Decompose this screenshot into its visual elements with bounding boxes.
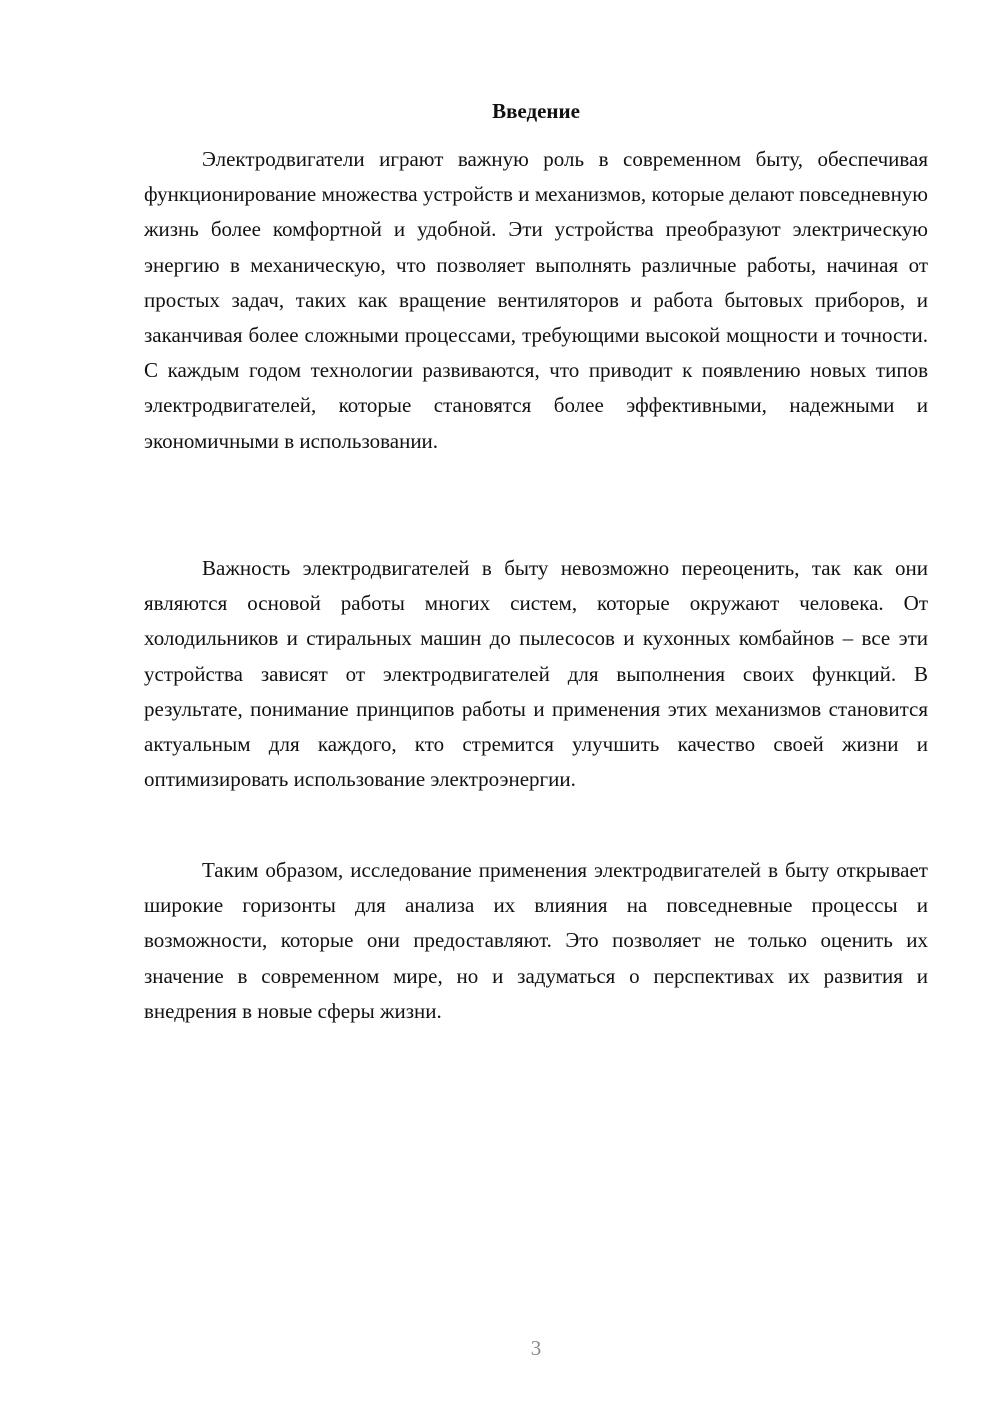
- page-number: 3: [530, 1336, 542, 1360]
- section-title: Введение: [492, 99, 580, 123]
- paragraph-1: Электродвигатели играют важную роль в современном быту, обеспечивая функционирование множества устройств и механизмов, которые делают повседневную жизнь более комфортной и удобной. Эти устройства преобразуют электрическую энергию в механическую, что позволяет выполнять различные работы, начиная от простых задач, таких как вращение вентиляторов и работа бытовых приборов, и заканчивая более сложными процессами, требующими высокой мощности и точности. С каждым годом технологии развиваются, что приводит к появлению новых типов электродвигателей, которые становятся более эффективными, надежными и экономичными в использовании.: [144, 147, 928, 453]
- paragraph-2: Важность электродвигателей в быту невозможно переоценить, так как они являются основой работы многих систем, которые окружают человека. От холодильников и стиральных машин до пылесосов и кухонных комбайнов – все эти устройства зависят от электродвигателей для выполнения своих функций. В результате, понимание принципов работы и применения этих механизмов становится актуальным для каждого, кто стремится улучшить качество своей жизни и оптимизировать использование электроэнергии.: [144, 556, 928, 792]
- paragraph-3: Таким образом, исследование применения электродвигателей в быту открывает широкие горизонты для анализа их влияния на повседневные процессы и возможности, которые они предоставляют. Это позволяет не только оценить их значение в современном мире, но и задуматься о перспективах их развития и внедрения в новые сферы жизни.: [144, 858, 928, 1023]
